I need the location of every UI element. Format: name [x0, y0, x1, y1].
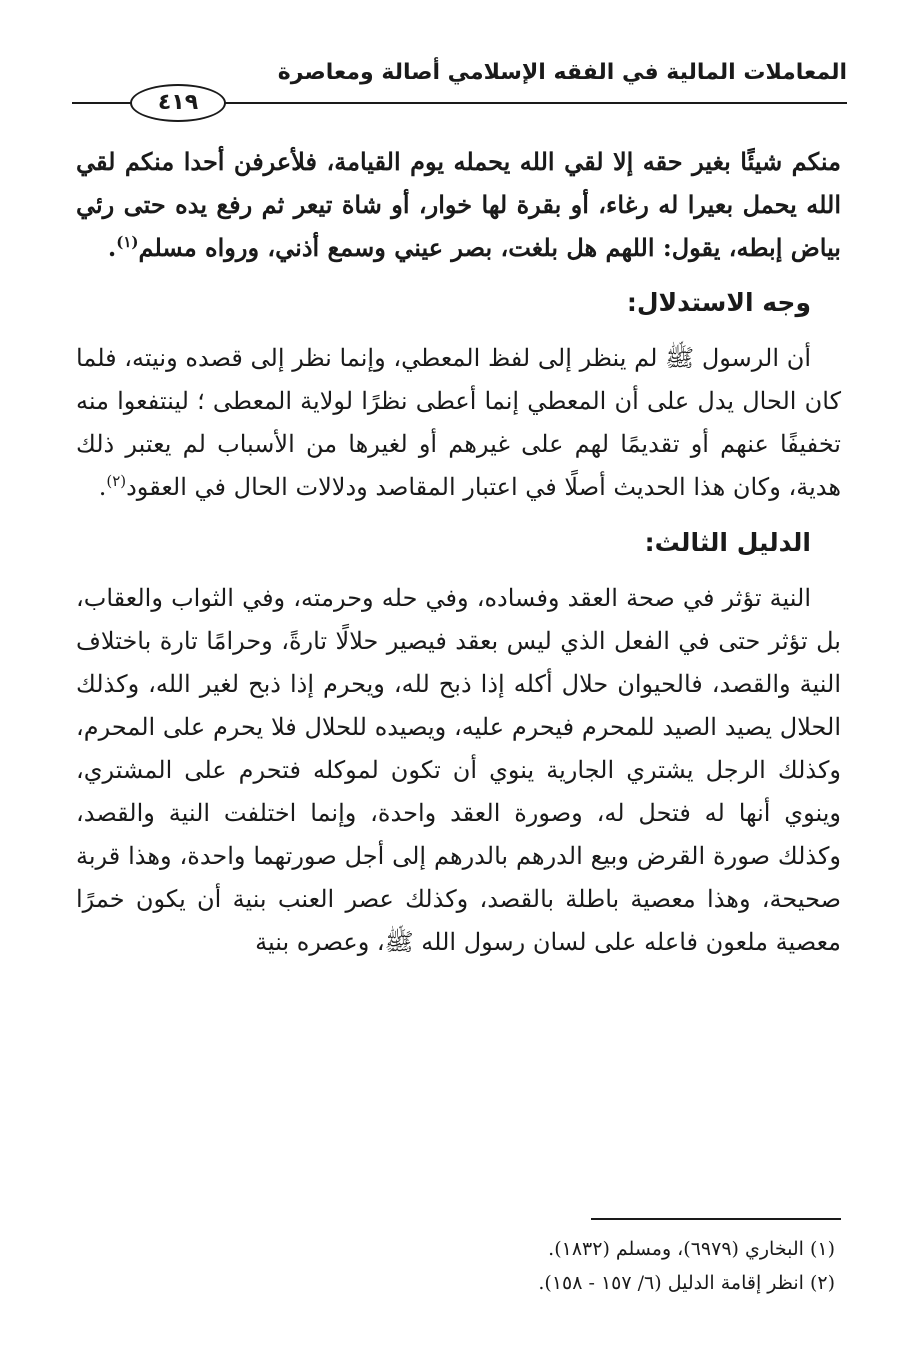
page-number: ٤١٩	[130, 84, 226, 122]
paragraph-inference-text: أن الرسول ﷺ لم ينظر إلى لفظ المعطي، وإنما نظر إلى قصده ونيته، فلما كان الحال يدل على أن المعطي إنما أعطى نظرًا لولاية المعطى ؛ لينتفعوا منه تخفيفًا عنهم أو تقديمًا لهم على غيرهم أو لغيرها من الأسباب لم يعتبر ذلك هدية، وكان هذا الحديث أصلًا في اعتبار المقاصد ودلالات الحال في العقود	[76, 344, 841, 501]
footnote-1: (١) البخاري (٦٩٧٩)، ومسلم (١٨٣٢).	[548, 1238, 835, 1260]
footnote-mark-2: (٢)	[106, 472, 127, 490]
page-body	[76, 140, 841, 964]
paragraph-inference	[76, 337, 841, 509]
section-heading-third-evidence: الدليل الثالث:	[644, 528, 811, 557]
spacer	[76, 509, 841, 521]
page-header	[72, 50, 847, 120]
spacer	[76, 269, 841, 281]
running-title: المعاملات المالية في الفقه الإسلامي أصالة ومعاصرة	[277, 60, 847, 85]
footnotes	[76, 1232, 841, 1300]
footnote-2: (٢) انظر إقامة الدليل (٦/ ١٥٧ - ١٥٨).	[538, 1272, 835, 1294]
paragraph-hadith-text: منكم شيئًا بغير حقه إلا لقي الله يحمله يوم القيامة، فلأعرفن أحدا منكم لقي الله يحمل بعيرا له رغاء، أو بقرة لها خوار، أو شاة تيعر ثم رفع يده حتى رئي بياض إبطه، يقول: اللهم هل بلغت، بصر عيني وسمع أذني، ورواه مسلم	[76, 147, 841, 262]
footnote-separator	[591, 1218, 841, 1220]
footnote-mark-1: (١)	[116, 233, 139, 251]
paragraph-inference-end: .	[98, 473, 107, 501]
section-heading-inference: وجه الاستدلال:	[626, 288, 811, 317]
paragraph-third-evidence: النية تؤثر في صحة العقد وفساده، وفي حله وحرمته، وفي الثواب والعقاب، بل تؤثر حتى في الفعل الذي ليس بعقد فيصير حلالًا تارةً، وحرامًا تارة باختلاف النية والقصد، فالحيوان حلال أكله إذا ذبح لله، ويحرم إذا ذبح لغير الله، وكذلك الحلال يصيد الصيد للمحرم فيحرم عليه، ويصيده للحلال فلا يحرم على المحرم، وكذلك الرجل يشتري الجارية ينوي أن تكون لموكله فتحرم على المشتري، وينوي أنها له فتحل له، وصورة العقد واحدة، وإنما اختلفت النية والقصد، وكذلك صورة القرض وبيع الدرهم بالدرهم إلى أجل صورتهما واحدة، وهذا قربة صحيحة، وهذا معصية باطلة بالقصد، وكذلك عصر العنب بنية أن يكون خمرًا معصية ملعون فاعله على لسان رسول الله ﷺ، وعصره بنية	[76, 584, 841, 956]
paragraph-hadith	[76, 140, 841, 269]
paragraph-hadith-end: .	[107, 233, 117, 262]
